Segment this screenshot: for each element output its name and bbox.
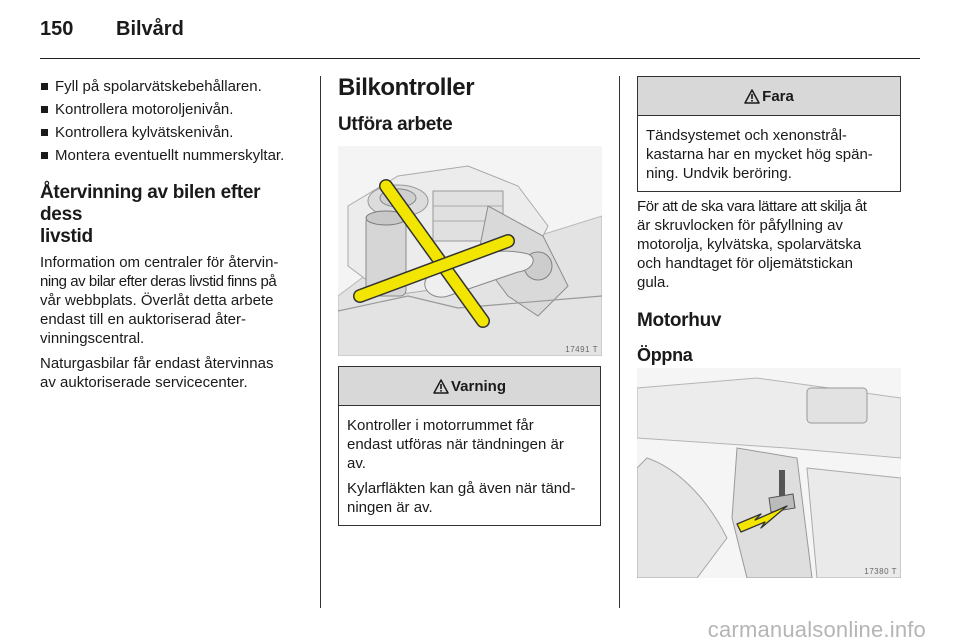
text-line: Kontroller i motorrummet får xyxy=(347,417,534,434)
text-line: av. xyxy=(347,455,366,472)
text-line: motorolja, kylvätska, spolarvätska xyxy=(637,236,862,253)
text-line: ning av bilar efter deras livstid finns på xyxy=(40,273,277,290)
text-line: endast till en auktoriserad åter- xyxy=(40,311,246,328)
hood-release-illustration xyxy=(637,368,901,578)
list-item: Kontrollera motoroljenivån. xyxy=(40,99,306,120)
danger-box-title: Fara xyxy=(762,87,794,105)
page-title: Bilvård xyxy=(116,18,184,40)
text-line: och handtaget för oljemätstickan xyxy=(637,255,853,272)
warning-triangle-icon xyxy=(744,89,760,104)
warning-text xyxy=(347,479,592,517)
text-line: ningen är av. xyxy=(347,499,433,516)
recycling-heading-line: Återvinning av bilen efter dess xyxy=(40,182,261,225)
warning-text xyxy=(347,416,592,473)
image-code: 17380 T xyxy=(864,567,897,576)
engine-bay-illustration xyxy=(338,146,602,356)
watermark: carmanualsonline.info xyxy=(707,617,926,642)
list-item: Fyll på spolarvätskebehållaren. xyxy=(40,76,306,97)
text-line: är skruvlocken för påfyllning av xyxy=(637,217,843,234)
text-line: ning. Undvik beröring. xyxy=(646,165,792,182)
hood-release-drawing xyxy=(637,368,901,578)
text-line: endast utföras när tändningen är xyxy=(347,436,564,453)
text-line: vinningscentral. xyxy=(40,330,145,347)
column-divider-left xyxy=(320,76,321,608)
text-line: För att de ska vara lättare att skilja åt xyxy=(637,198,867,215)
list-item: Kontrollera kylvätskenivån. xyxy=(40,122,306,143)
open-subheading: Öppna xyxy=(637,345,693,365)
text-line: av auktoriserade servicecenter. xyxy=(40,374,248,391)
page-header xyxy=(40,14,920,54)
text-line: Information om centraler för återvin- xyxy=(40,254,279,271)
danger-box-header xyxy=(638,77,900,116)
perform-work-subheading: Utföra arbete xyxy=(338,114,453,135)
text-line: gula. xyxy=(637,274,670,291)
recycling-heading-line: livstid xyxy=(40,226,93,247)
text-line: kastarna har en mycket hög spän- xyxy=(646,146,873,163)
column-left xyxy=(40,74,306,392)
warning-box xyxy=(338,366,601,526)
yellow-caps-paragraph xyxy=(637,197,903,292)
list-item: Montera eventuellt nummerskyltar. xyxy=(40,145,306,166)
column-middle xyxy=(338,74,602,136)
warning-box-body xyxy=(339,406,600,525)
danger-text xyxy=(646,126,892,183)
text-line: Naturgasbilar får endast återvinnas xyxy=(40,355,274,372)
engine-bay-drawing xyxy=(338,146,602,356)
column-right xyxy=(637,197,903,366)
page-number: 150 xyxy=(40,18,74,40)
recycling-paragraph xyxy=(40,253,306,348)
danger-box xyxy=(637,76,901,192)
natural-gas-paragraph xyxy=(40,354,306,392)
hood-heading: Motorhuv xyxy=(637,310,722,331)
warning-triangle-icon xyxy=(433,379,449,394)
text-line: Kylarfläkten kan gå även när tänd- xyxy=(347,480,576,497)
vehicle-checks-heading: Bilkontroller xyxy=(338,74,475,101)
danger-box-body xyxy=(638,116,900,191)
warning-box-header xyxy=(339,367,600,406)
checklist xyxy=(40,76,306,166)
text-line: vår webbplats. Överlåt detta arbete xyxy=(40,292,274,309)
header-rule xyxy=(40,58,920,59)
image-code: 17491 T xyxy=(565,345,598,354)
text-line: Tändsystemet och xenonstrål- xyxy=(646,127,847,144)
recycling-heading xyxy=(40,182,306,248)
warning-box-title: Varning xyxy=(450,377,506,395)
column-divider-right xyxy=(619,76,620,608)
